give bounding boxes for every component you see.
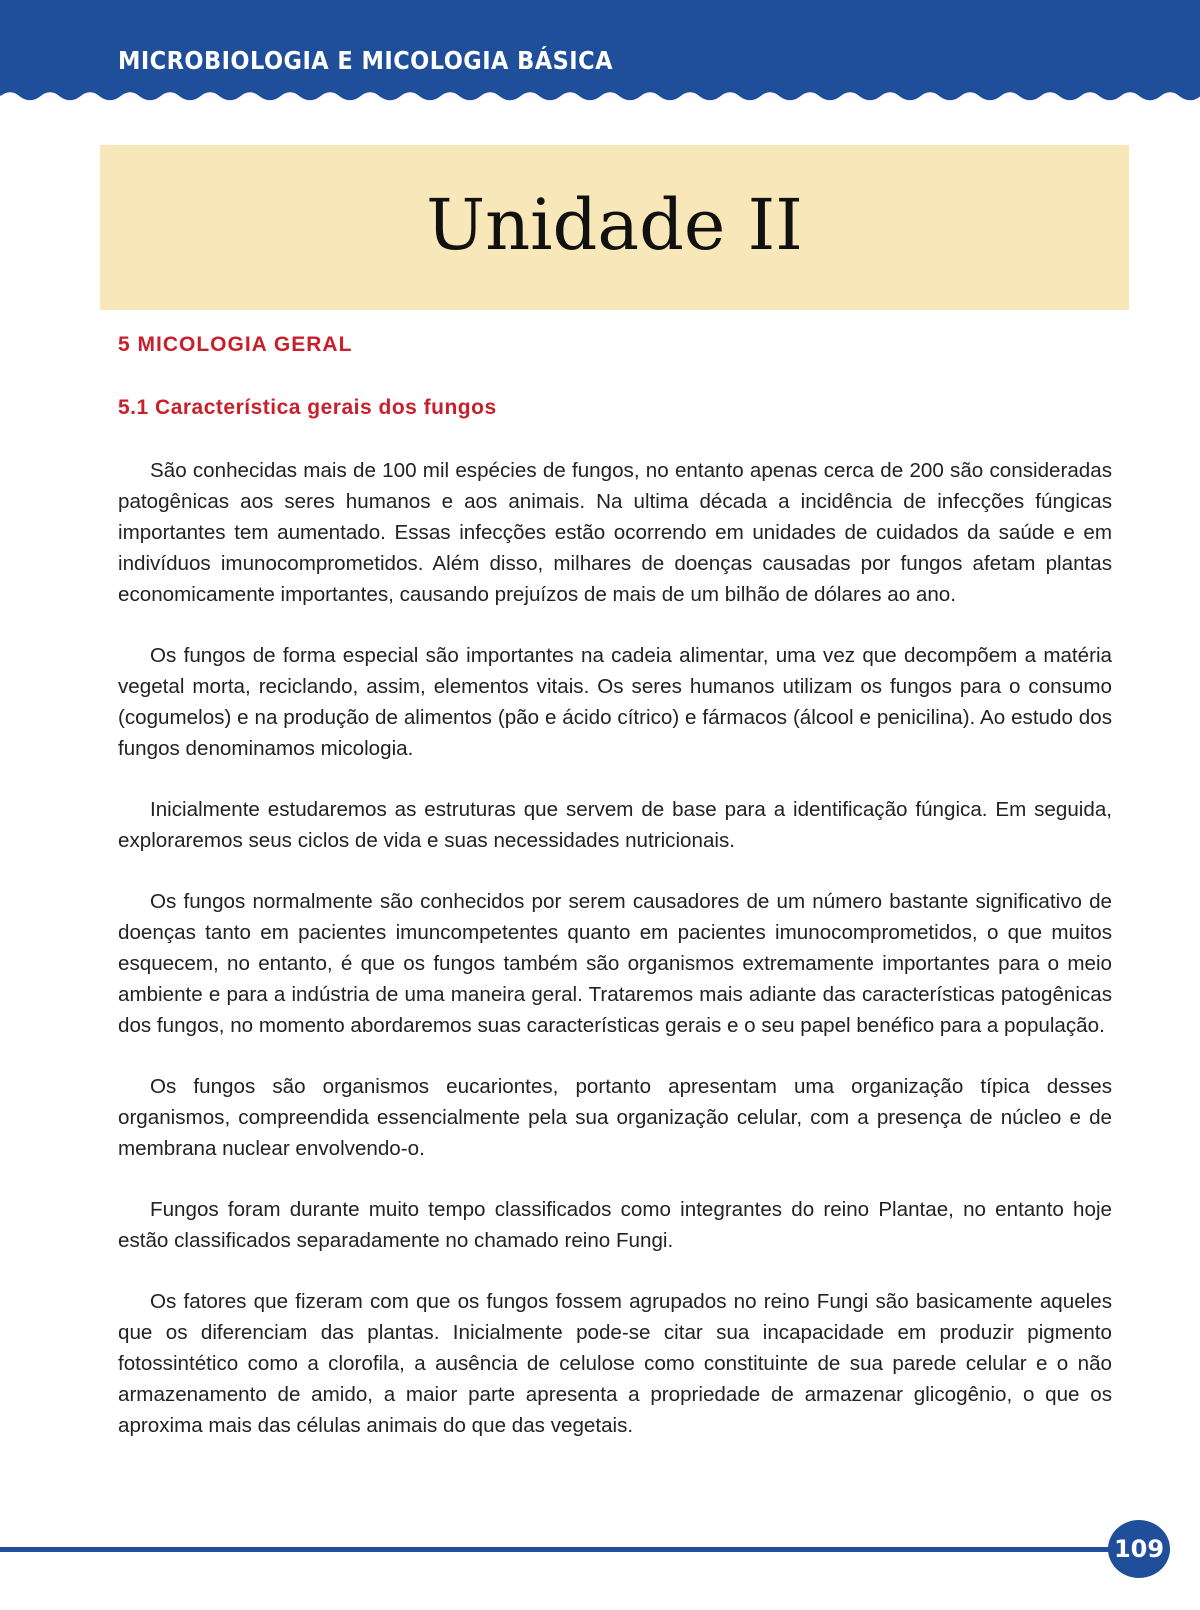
- header-wave-decoration: [0, 84, 1200, 106]
- page-number-badge: 109: [1108, 1520, 1170, 1578]
- paragraph: Os fatores que fizeram com que os fungos fossem agrupados no reino Fungi são basicamente aqueles que os diferenciam das plantas. Inicialmente pode-se citar sua incapacidade em produzir pigmento fotossintético como a clorofila, a ausência de celulose como constituinte de sua parede celular e o não armazenamento de amido, a maior parte apresenta a propriedade de armazenar glicogênio, o que os aproxima mais das células animais do que das vegetais.: [118, 1290, 1112, 1437]
- section-heading: 5 MICOLOGIA GERAL: [118, 333, 353, 356]
- footer-divider: [0, 1547, 1122, 1552]
- unit-title-banner: [100, 145, 1129, 310]
- paragraph: Os fungos são organismos eucariontes, portanto apresentam uma organização típica desses organismos, compreendida essencialmente pela sua organização celular, com a presença de núcleo e de membrana nuclear envolvendo-o.: [118, 1075, 1112, 1160]
- paragraph: Os fungos de forma especial são importantes na cadeia alimentar, uma vez que decompõem a matéria vegetal morta, reciclando, assim, elementos vitais. Os seres humanos utilizam os fungos para o consumo (cogumelos) e na produção de alimentos (pão e ácido cítrico) e fármacos (álcool e penicilina). Ao estudo dos fungos denominamos micologia.: [118, 644, 1112, 760]
- paragraph: Os fungos normalmente são conhecidos por serem causadores de um número bastante significativo de doenças tanto em pacientes imuncompetentes quanto em pacientes imunocomprometidos, o que muitos esquecem, no entanto, é que os fungos também são organismos extremamente importantes para o meio ambiente e para a indústria de uma maneira geral. Trataremos mais adiante das características patogênicas dos fungos, no momento abordaremos suas características gerais e o seu papel benéfico para a população.: [118, 890, 1112, 1037]
- paragraph: Inicialmente estudaremos as estruturas que servem de base para a identificação fúngica. Em seguida, exploraremos seus ciclos de vida e suas necessidades nutricionais.: [118, 798, 1112, 852]
- paragraph: Fungos foram durante muito tempo classificados como integrantes do reino Plantae, no entanto hoje estão classificados separadamente no chamado reino Fungi.: [118, 1198, 1112, 1252]
- unit-title: Unidade II: [426, 184, 803, 266]
- header-title: MICROBIOLOGIA E MICOLOGIA BÁSICA: [118, 46, 613, 75]
- subsection-heading: 5.1 Característica gerais dos fungos: [118, 396, 497, 419]
- paragraph: São conhecidas mais de 100 mil espécies de fungos, no entanto apenas cerca de 200 são consideradas patogênicas aos seres humanos e aos animais. Na ultima década a incidência de infecções fúngicas importantes tem aumentado. Essas infecções estão ocorrendo em unidades de cuidados da saúde e em indivíduos imunocomprometidos. Além disso, milhares de doenças causadas por fungos afetam plantas economicamente importantes, causando prejuízos de mais de um bilhão de dólares ao ano.: [118, 459, 1112, 606]
- page-header: [0, 0, 1200, 100]
- body-text: [118, 455, 1112, 1471]
